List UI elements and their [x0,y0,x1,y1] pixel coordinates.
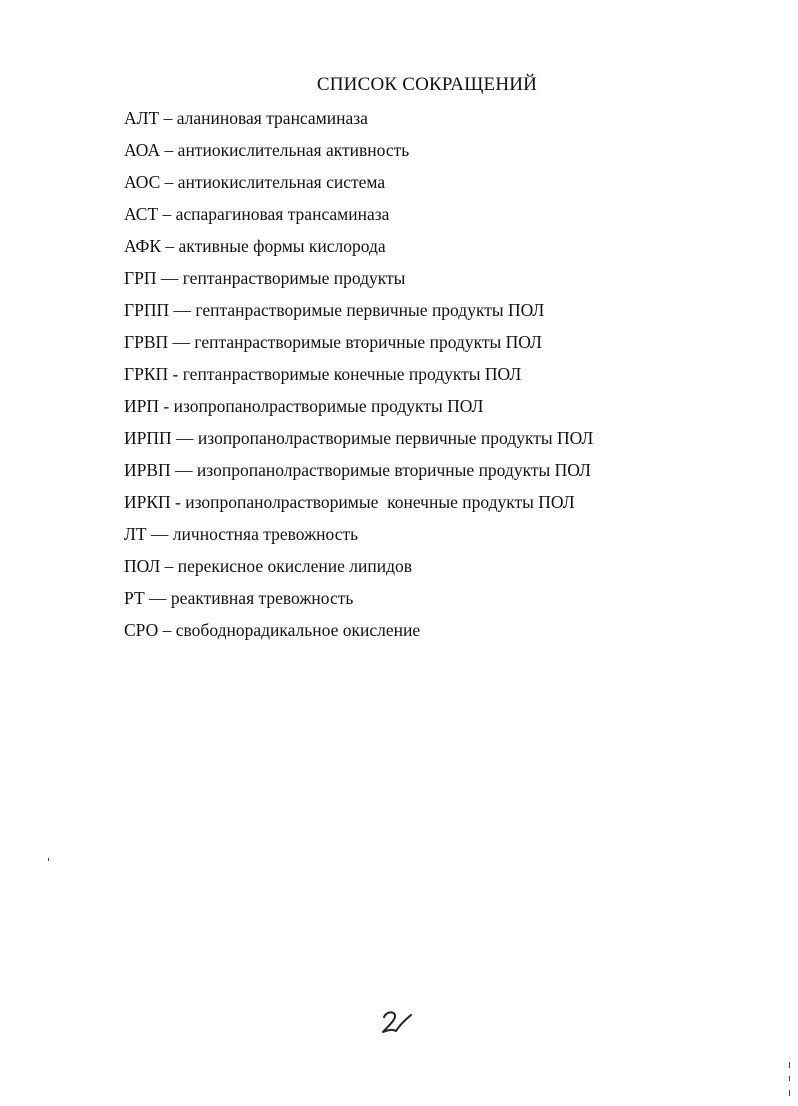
abbreviation-item: ИРВП — изопропанолрастворимые вторичные продукты ПОЛ [124,460,591,480]
abbreviation-item: ГРКП - гептанрастворимые конечные продукты ПОЛ [124,364,522,384]
page-title: СПИСОК СОКРАЩЕНИЙ [316,74,538,95]
abbreviation-item: РТ — реактивная тревожность [124,588,354,608]
abbreviation-item: СРО – свободнорадикальное окисление [124,620,421,640]
scan-speck [789,1076,790,1081]
abbreviation-item: ЛТ — личностняа тревожность [124,524,359,544]
scan-speck [789,1090,790,1096]
abbreviation-item: АЛТ – аланиновая трансаминаза [124,108,368,128]
abbreviation-item: АФК – активные формы кислорода [124,236,386,256]
abbreviation-item: АОС – антиокислительная система [124,172,386,192]
abbreviation-item: ИРПП — изопропанолрастворимые первичные продукты ПОЛ [124,428,594,448]
abbreviation-list [124,105,593,649]
abbreviation-item: АОА – антиокислительная активность [124,140,410,160]
handwritten-page-number-drawing [378,1008,418,1038]
abbreviation-item: ГРВП — гептанрастворимые вторичные продукты ПОЛ [124,332,542,352]
scan-speck [789,1062,790,1068]
handwritten-page-number [378,1008,418,1038]
abbreviation-item: АСТ – аспарагиновая трансаминаза [124,204,390,224]
abbreviation-item: ГРПП — гептанрастворимые первичные продукты ПОЛ [124,300,545,320]
abbreviation-item: ИРКП - изопропанолрастворимые конечные продукты ПОЛ [124,492,575,512]
abbreviation-item: ИРП - изопропанолрастворимые продукты ПОЛ [124,396,484,416]
abbreviation-item: ПОЛ – перекисное окисление липидов [124,556,413,576]
abbreviation-item: ГРП — гептанрастворимые продукты [124,268,406,288]
scan-speck [48,858,49,861]
